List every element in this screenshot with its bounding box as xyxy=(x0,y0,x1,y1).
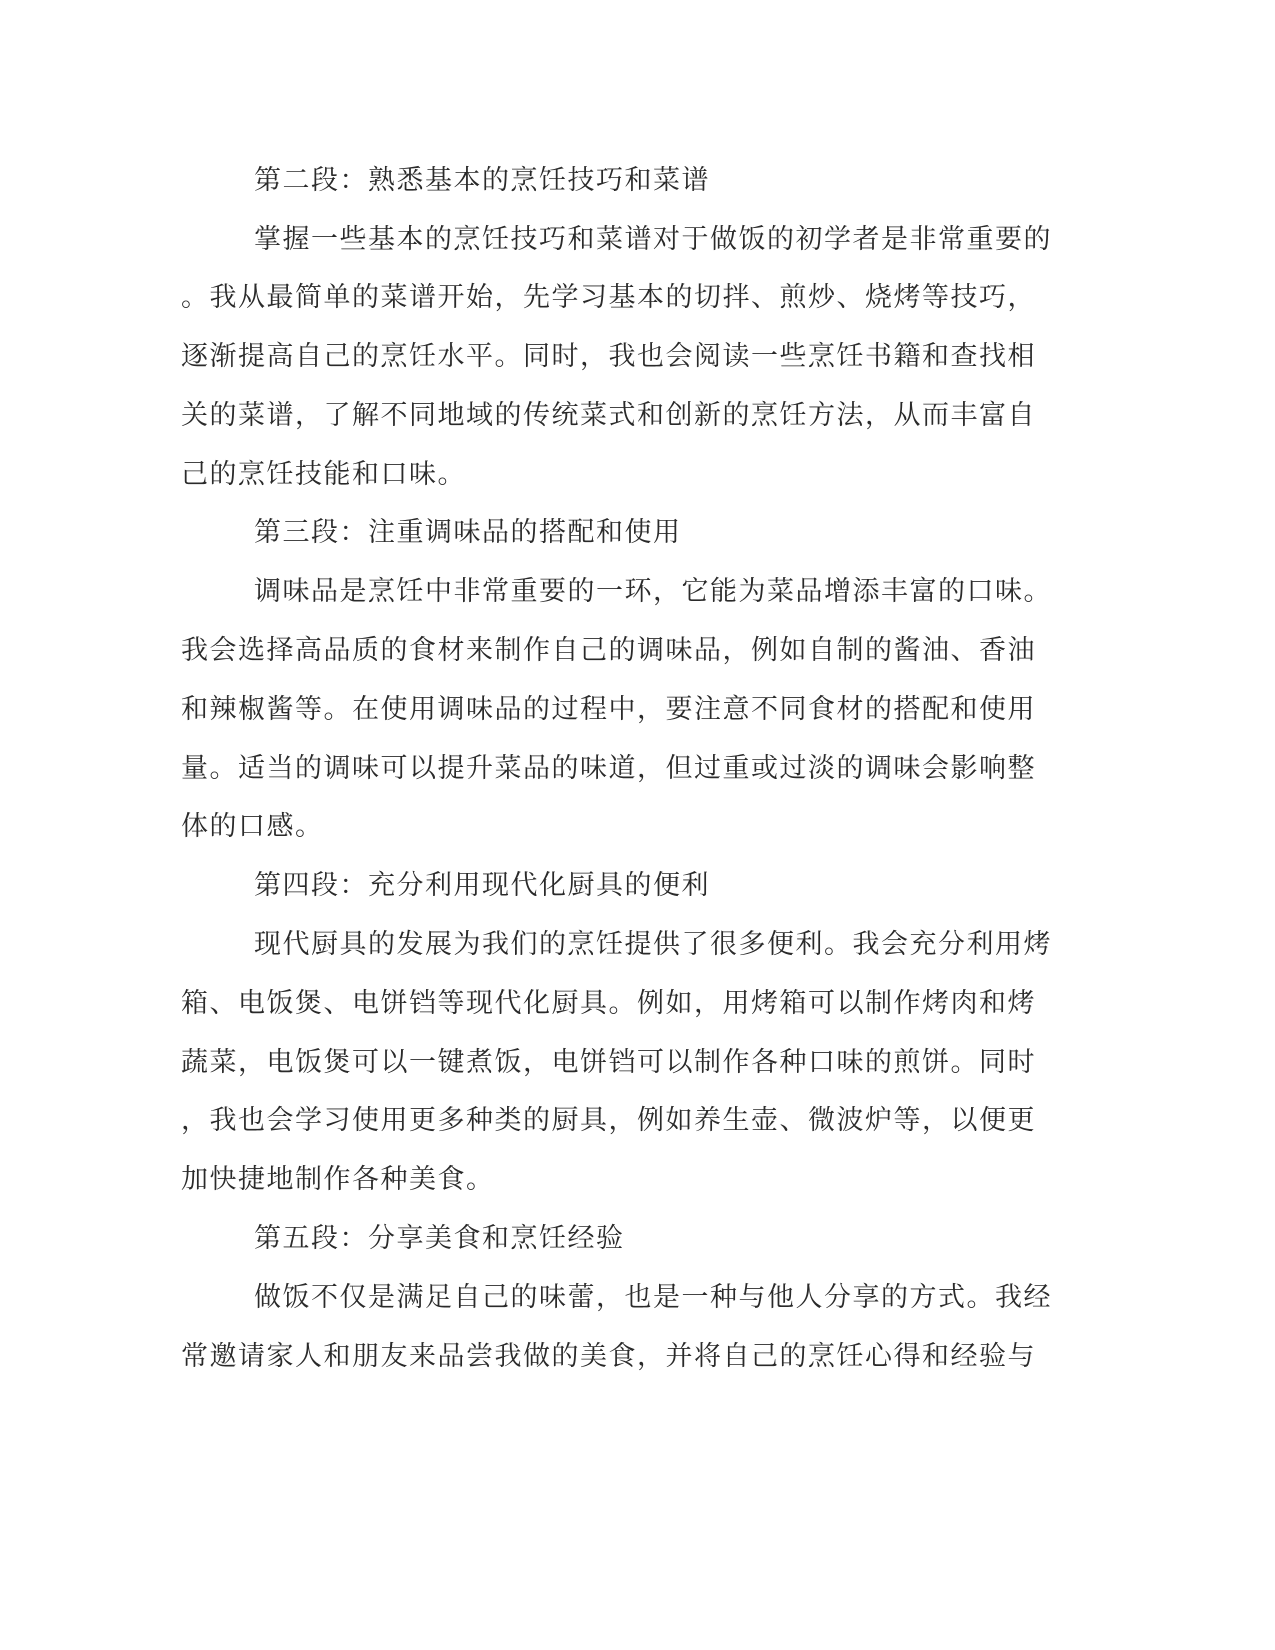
paragraph-line: 调味品是烹饪中非常重要的一环，它能为菜品增添丰富的口味。 xyxy=(254,576,1052,607)
paragraph-line: 现代厨具的发展为我们的烹饪提供了很多便利。我会充分利用烤 xyxy=(254,929,1052,960)
paragraph-line: 己的烹饪技能和口味。 xyxy=(181,459,466,490)
paragraph-line: 加快捷地制作各种美食。 xyxy=(181,1164,495,1195)
paragraph-line: ，我也会学习使用更多种类的厨具，例如养生壶、微波炉等，以便更 xyxy=(181,1105,1036,1136)
heading-section-3: 第三段：注重调味品的搭配和使用 xyxy=(254,517,682,548)
paragraph-line: 和辣椒酱等。在使用调味品的过程中，要注意不同食材的搭配和使用 xyxy=(181,694,1036,725)
paragraph-line: 关的菜谱，了解不同地域的传统菜式和创新的烹饪方法，从而丰富自 xyxy=(181,400,1036,431)
paragraph-line: 蔬菜，电饭煲可以一键煮饭，电饼铛可以制作各种口味的煎饼。同时 xyxy=(181,1047,1036,1078)
heading-section-5: 第五段：分享美食和烹饪经验 xyxy=(254,1223,625,1254)
paragraph-line: 逐渐提高自己的烹饪水平。同时，我也会阅读一些烹饪书籍和查找相 xyxy=(181,341,1036,372)
paragraph-line: 做饭不仅是满足自己的味蕾，也是一种与他人分享的方式。我经 xyxy=(254,1282,1052,1313)
paragraph-line: 我会选择高品质的食材来制作自己的调味品，例如自制的酱油、香油 xyxy=(181,635,1036,666)
paragraph-line: 箱、电饭煲、电饼铛等现代化厨具。例如，用烤箱可以制作烤肉和烤 xyxy=(181,988,1036,1019)
heading-section-4: 第四段：充分利用现代化厨具的便利 xyxy=(254,870,710,901)
heading-section-2: 第二段：熟悉基本的烹饪技巧和菜谱 xyxy=(254,165,710,196)
paragraph-line: 。我从最简单的菜谱开始，先学习基本的切拌、煎炒、烧烤等技巧， xyxy=(181,282,1036,313)
paragraph-line: 掌握一些基本的烹饪技巧和菜谱对于做饭的初学者是非常重要的 xyxy=(254,224,1052,255)
paragraph-line: 量。适当的调味可以提升菜品的味道，但过重或过淡的调味会影响整 xyxy=(181,753,1036,784)
paragraph-line: 常邀请家人和朋友来品尝我做的美食，并将自己的烹饪心得和经验与 xyxy=(181,1341,1036,1372)
paragraph-line: 体的口感。 xyxy=(181,811,324,842)
